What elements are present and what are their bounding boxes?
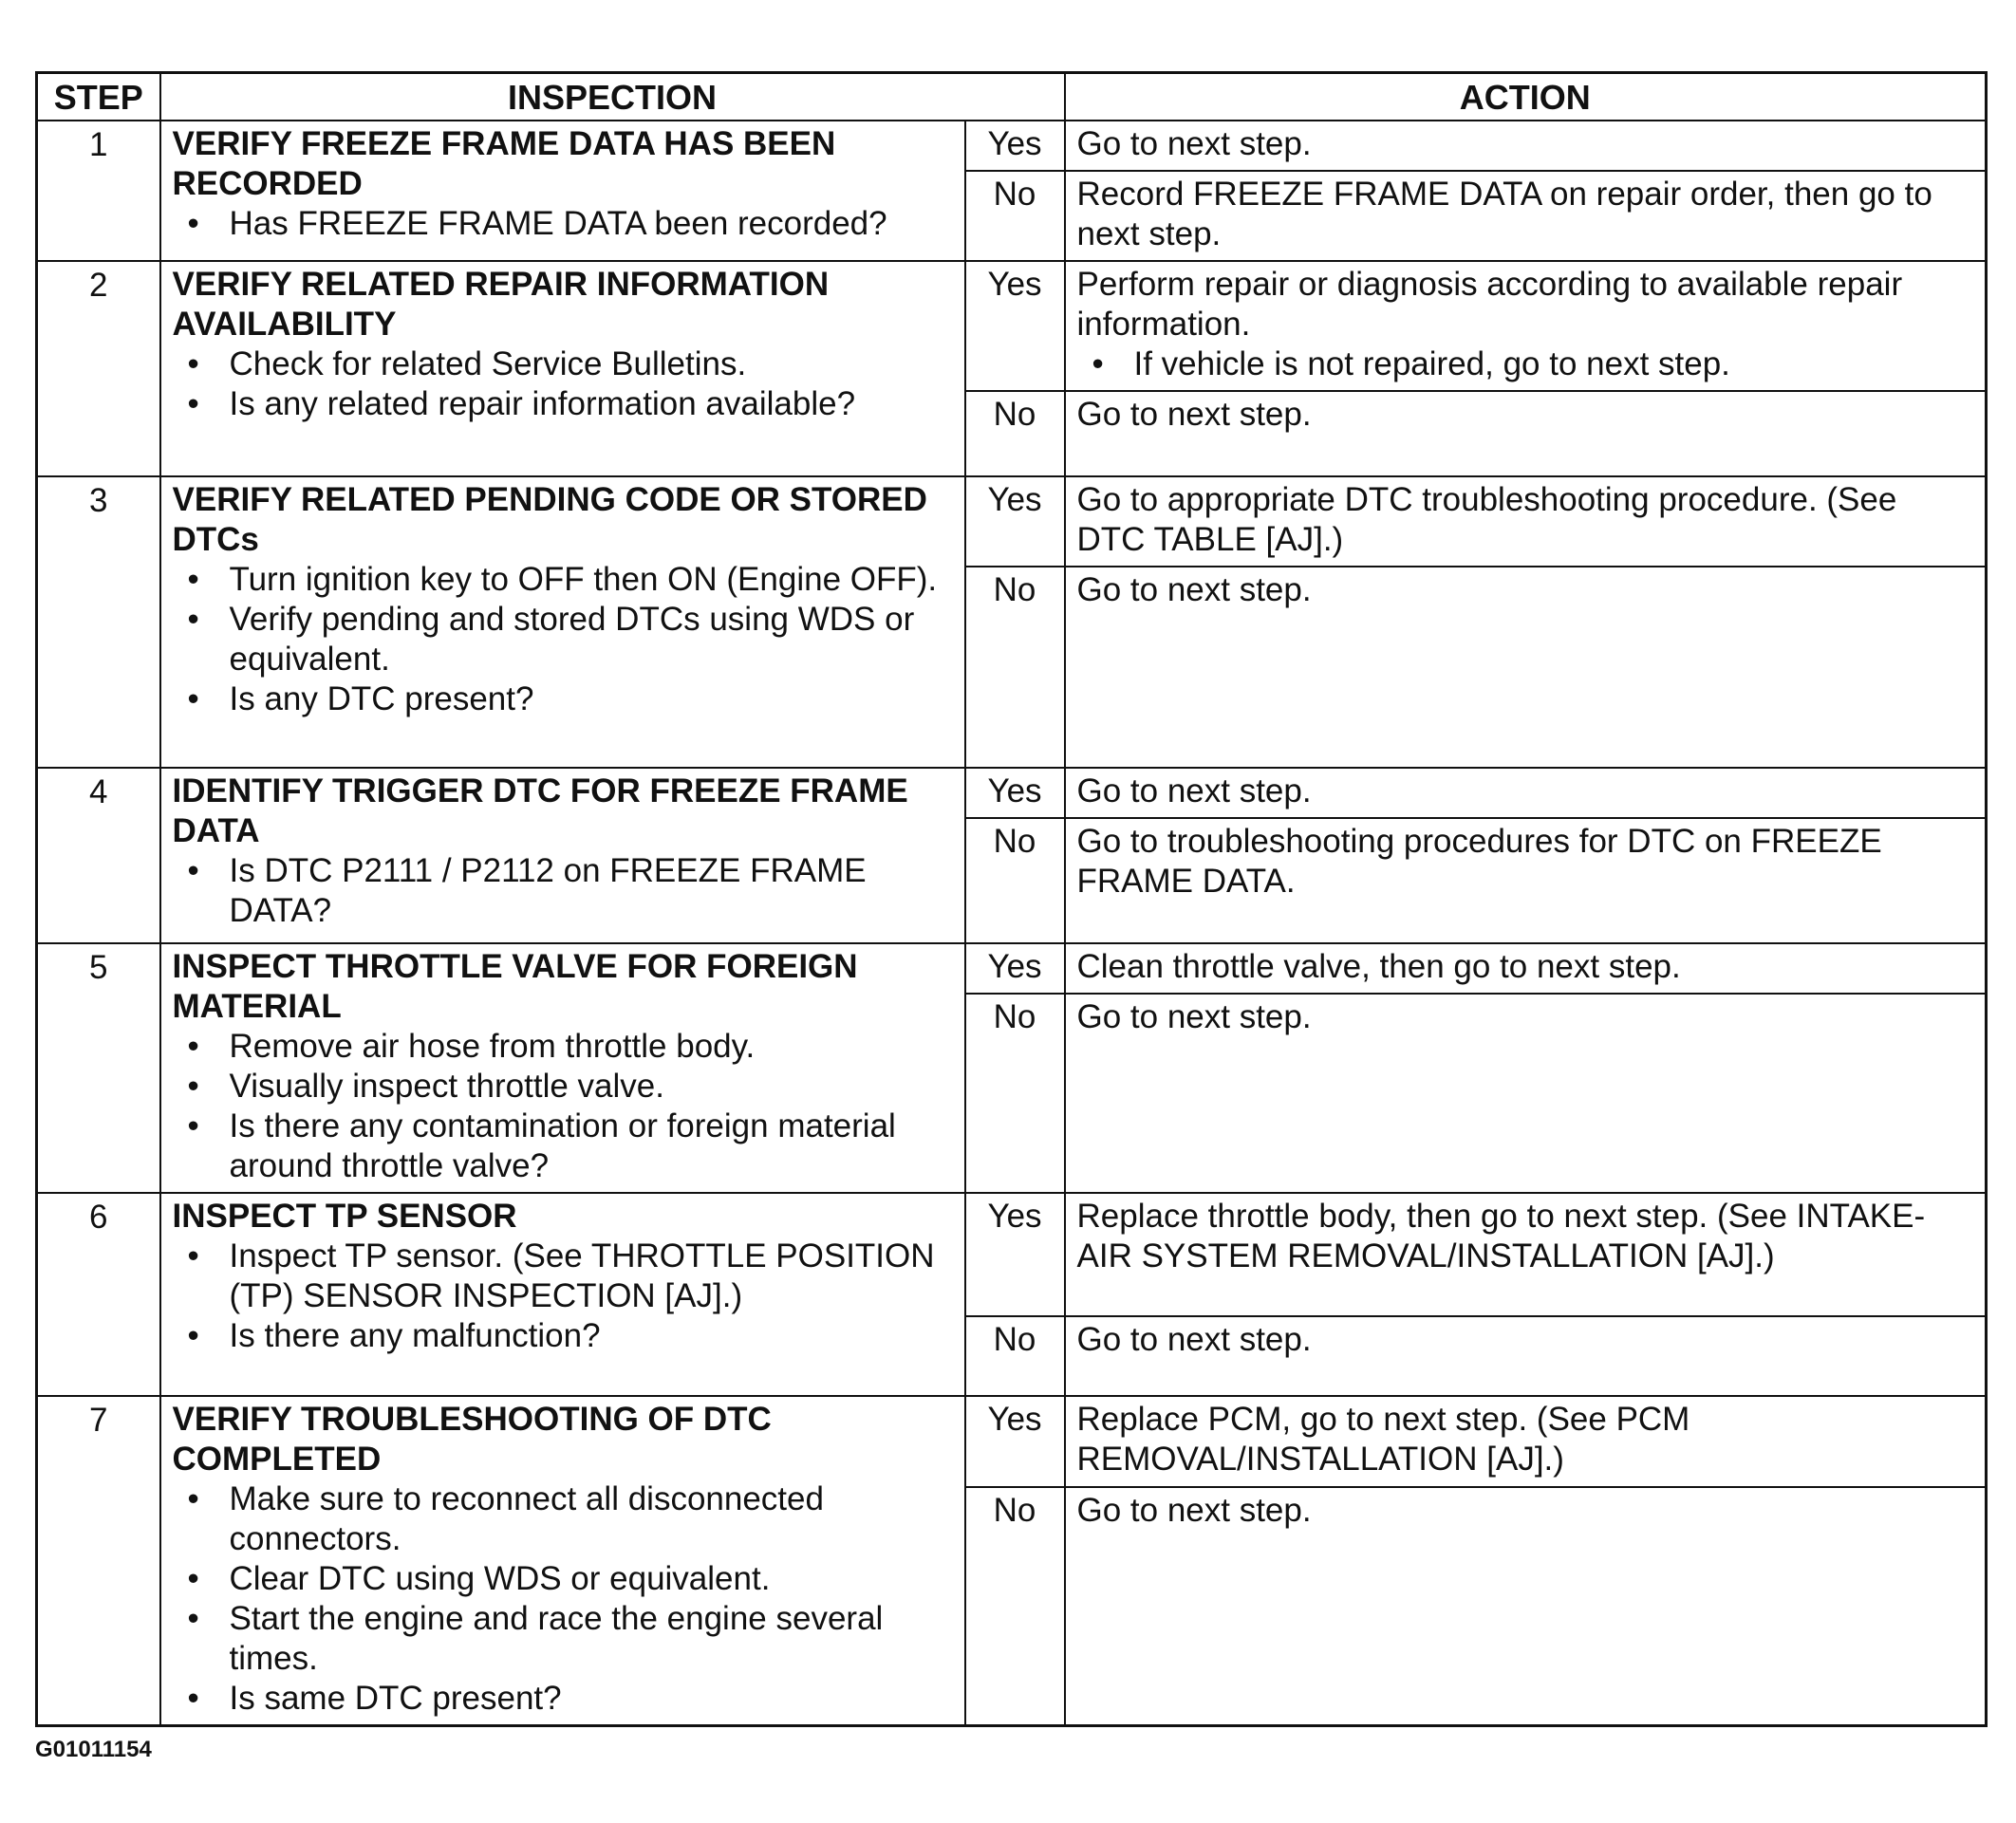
- yes-label: Yes: [965, 768, 1065, 818]
- inspection-cell: [160, 261, 965, 476]
- no-label: No: [965, 1487, 1065, 1726]
- step-row-yes: [37, 943, 1987, 994]
- inspection-title: INSPECT THROTTLE VALVE FOR FOREIGN MATERIAL: [172, 948, 858, 1025]
- inspection-bullet: • Is any DTC present?: [230, 679, 953, 719]
- yes-action-text: Replace throttle body, then go to next step. (See INTAKE-AIR SYSTEM REMOVAL/INSTALLATION [AJ].): [1076, 1198, 1926, 1274]
- inspection-bullet: • Is same DTC present?: [230, 1679, 953, 1719]
- step-row-yes: [37, 261, 1987, 391]
- figure-code: G01011154: [35, 1737, 152, 1762]
- inspection-title: IDENTIFY TRIGGER DTC FOR FREEZE FRAME DATA: [172, 772, 908, 849]
- no-label: No: [965, 818, 1065, 943]
- inspection-title: VERIFY RELATED PENDING CODE OR STORED DTCs: [172, 481, 927, 558]
- step-row-yes: [37, 768, 1987, 818]
- inspection-cell: [160, 121, 965, 261]
- yes-action-cell: [1065, 476, 1987, 567]
- no-label: No: [965, 1316, 1065, 1396]
- inspection-bullet: • Has FREEZE FRAME DATA been recorded?: [230, 204, 953, 244]
- troubleshooting-table-container: [35, 71, 1985, 1727]
- step-row-yes: [37, 476, 1987, 567]
- no-action-text: Go to next step.: [1065, 994, 1987, 1193]
- no-label: No: [965, 994, 1065, 1193]
- no-action-text: Go to troubleshooting procedures for DTC on FREEZE FRAME DATA.: [1065, 818, 1987, 943]
- step-number: 7: [37, 1396, 160, 1726]
- inspection-bullets: [173, 344, 953, 424]
- inspection-bullet: • Verify pending and stored DTCs using WDS or equivalent.: [230, 600, 953, 679]
- table-body: [37, 121, 1987, 1726]
- table-header-row: [37, 73, 1987, 121]
- no-action-text: Record FREEZE FRAME DATA on repair order, then go to next step.: [1065, 171, 1987, 261]
- yes-action-cell: [1065, 943, 1987, 994]
- header-action: ACTION: [1065, 73, 1987, 121]
- yes-action-text: Go to next step.: [1076, 772, 1312, 809]
- yes-action-text: Replace PCM, go to next step. (See PCM REMOVAL/INSTALLATION [AJ].): [1076, 1401, 1690, 1478]
- no-label: No: [965, 171, 1065, 261]
- inspection-bullets: [173, 1027, 953, 1186]
- inspection-bullets: [173, 204, 953, 244]
- inspection-cell: [160, 476, 965, 768]
- step-number: 5: [37, 943, 160, 1193]
- header-step: STEP: [37, 73, 160, 121]
- yes-label: Yes: [965, 1193, 1065, 1316]
- yes-action-cell: [1065, 261, 1987, 391]
- inspection-title: VERIFY FREEZE FRAME DATA HAS BEEN RECORDED: [172, 125, 836, 202]
- inspection-bullet: • Visually inspect throttle valve.: [230, 1067, 953, 1107]
- step-number: 2: [37, 261, 160, 476]
- yes-action-bullet: • If vehicle is not repaired, go to next step.: [1134, 344, 1974, 384]
- step-number: 3: [37, 476, 160, 768]
- yes-label: Yes: [965, 476, 1065, 567]
- inspection-bullet: • Make sure to reconnect all disconnected connectors.: [230, 1479, 953, 1559]
- yes-action-text: Clean throttle valve, then go to next step.: [1076, 948, 1681, 985]
- inspection-bullet: • Clear DTC using WDS or equivalent.: [230, 1559, 953, 1599]
- inspection-title: VERIFY TROUBLESHOOTING OF DTC COMPLETED: [172, 1401, 772, 1478]
- step-number: 1: [37, 121, 160, 261]
- yes-label: Yes: [965, 261, 1065, 391]
- step-row-yes: [37, 1396, 1987, 1487]
- yes-action-text: Go to next step.: [1076, 125, 1312, 162]
- inspection-bullets: [173, 1479, 953, 1719]
- yes-action-text: Go to appropriate DTC troubleshooting procedure. (See DTC TABLE [AJ].): [1076, 481, 1897, 558]
- yes-action-cell: [1065, 768, 1987, 818]
- inspection-cell: [160, 768, 965, 943]
- inspection-bullet: • Is DTC P2111 / P2112 on FREEZE FRAME DATA?: [230, 851, 953, 931]
- inspection-bullets: [173, 1237, 953, 1356]
- step-number: 4: [37, 768, 160, 943]
- inspection-bullet: • Is any related repair information available?: [230, 384, 953, 424]
- inspection-bullet: • Inspect TP sensor. (See THROTTLE POSITION (TP) SENSOR INSPECTION [AJ].): [230, 1237, 953, 1316]
- inspection-cell: [160, 1396, 965, 1726]
- troubleshooting-table: [35, 71, 1988, 1727]
- yes-action-cell: [1065, 121, 1987, 171]
- no-action-text: Go to next step.: [1065, 1316, 1987, 1396]
- yes-label: Yes: [965, 121, 1065, 171]
- no-action-text: Go to next step.: [1065, 567, 1987, 768]
- inspection-bullet: • Remove air hose from throttle body.: [230, 1027, 953, 1067]
- yes-action-cell: [1065, 1396, 1987, 1487]
- inspection-bullet: • Check for related Service Bulletins.: [230, 344, 953, 384]
- no-action-text: Go to next step.: [1065, 391, 1987, 476]
- header-inspection: INSPECTION: [160, 73, 1065, 121]
- yes-label: Yes: [965, 943, 1065, 994]
- step-row-yes: [37, 121, 1987, 171]
- inspection-bullets: [173, 560, 953, 719]
- inspection-cell: [160, 943, 965, 1193]
- no-label: No: [965, 391, 1065, 476]
- inspection-bullet: • Start the engine and race the engine several times.: [230, 1599, 953, 1679]
- inspection-bullet: • Is there any malfunction?: [230, 1316, 953, 1356]
- yes-label: Yes: [965, 1396, 1065, 1487]
- inspection-bullets: [173, 851, 953, 931]
- inspection-title: VERIFY RELATED REPAIR INFORMATION AVAILABILITY: [172, 266, 830, 343]
- no-action-text: Go to next step.: [1065, 1487, 1987, 1726]
- inspection-cell: [160, 1193, 965, 1396]
- no-label: No: [965, 567, 1065, 768]
- inspection-bullet: • Turn ignition key to OFF then ON (Engine OFF).: [230, 560, 953, 600]
- inspection-title: INSPECT TP SENSOR: [172, 1198, 517, 1235]
- step-row-yes: [37, 1193, 1987, 1316]
- inspection-bullet: • Is there any contamination or foreign material around throttle valve?: [230, 1107, 953, 1186]
- step-number: 6: [37, 1193, 160, 1396]
- yes-action-cell: [1065, 1193, 1987, 1316]
- yes-action-text: Perform repair or diagnosis according to available repair information.: [1076, 266, 1903, 343]
- yes-action-bullets: [1077, 344, 1974, 384]
